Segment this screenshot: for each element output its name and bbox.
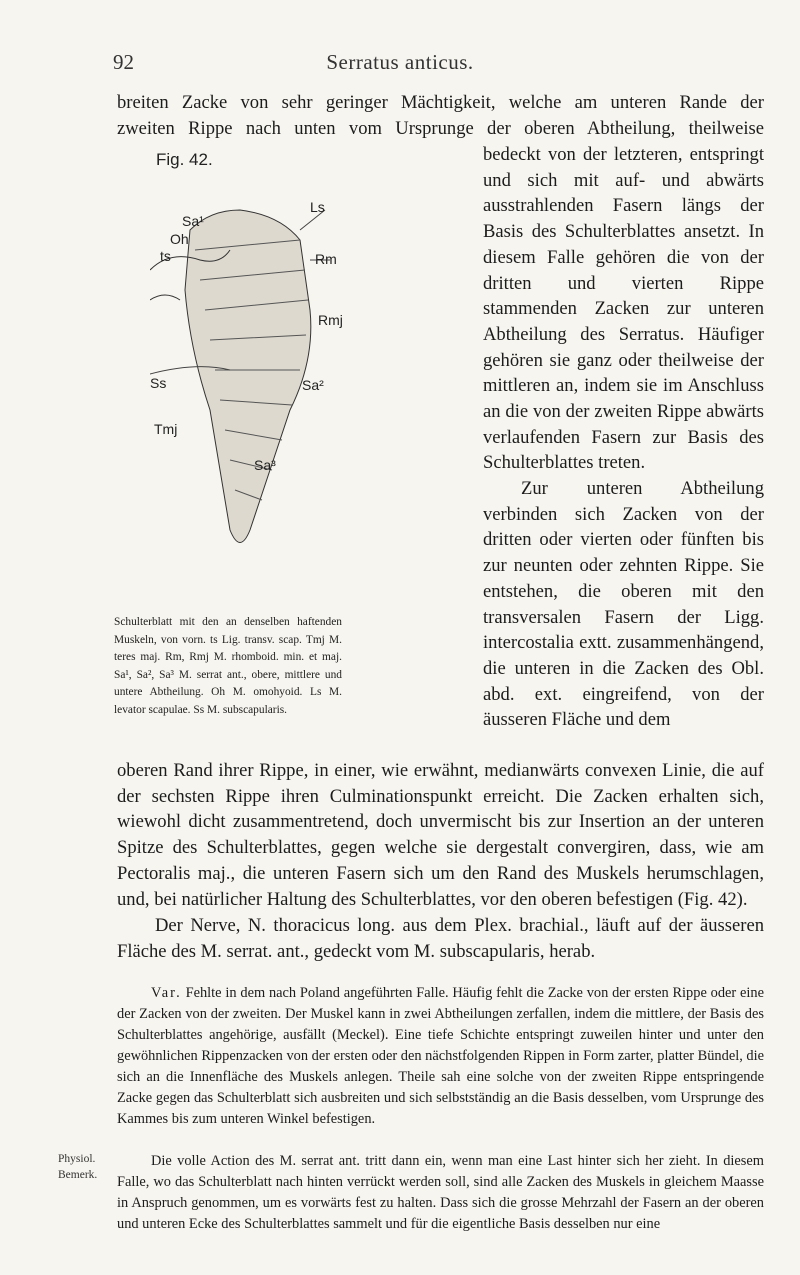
label-tmj: Tmj (154, 421, 178, 437)
margin-note-line: Physiol. (58, 1153, 96, 1165)
label-rm: Rm (315, 251, 337, 267)
label-sa1: Sa¹ (182, 213, 204, 229)
physiology-paragraph: Die volle Action des M. serrat ant. tritt dann ein, wenn man eine Last hinter sich her zieht. In diesem Falle, wo das Schulterblatt nach hinten verrückt werden soll, sind alle Zacken des Muskels in gleichem Maasse in Anspruch genommen, um es vorwärts fest zu halten. Dass sich die grosse Mehrzahl der Fasern an der oberen und unteren Ecke des Schulterblattes sammelt und für die eigentliche Basis desselben nur eine (117, 1153, 764, 1232)
figure-label: Fig. 42. (156, 150, 213, 169)
margin-note (58, 1151, 106, 1183)
page-number: 92 (113, 50, 134, 74)
variation-paragraph (117, 983, 764, 1130)
paragraph-line: breiten Zacke von sehr geringer Mächtigkeit, welche am unteren Rande der (117, 92, 764, 113)
label-ls: Ls (310, 199, 325, 215)
paragraph-full-width: oberen Rand ihrer Rippe, in einer, wie erwähnt, medianwärts convexen Linie, die auf der sechsten Rippe ihren Culminationspunkt erreicht. Die Zacken erhalten sich, wiewohl dicht zusammentretend, doch unvermischt bis zur Insertion an der unteren Spitze des Schulterblattes, gegen welche sie dergestalt convergiren, dass, wie am Pectoralis maj., die unteren Fasern sich um den Rand des Muskels herumschlagen, und, bei natürlicher Haltung des Schulterblattes, vor den oberen befestigen (Fig. 42). (117, 760, 764, 910)
label-sa3: Sa³ (254, 457, 276, 473)
label-oh: Oh (170, 231, 189, 247)
figure-caption: Schulterblatt mit den an denselben haftenden Muskeln, von vorn. ts Lig. transv. scap. Tmj M. teres maj. Rm, Rmj M. rhomboid. min. et maj. Sa¹, Sa², Sa³ M. serrat ant., obere, mittlere und untere Abtheilung. Oh M. omohyoid. Ls M. levator scapulae. Ss M. subscapularis. (114, 616, 342, 716)
variation-body: Fehlte in dem nach Poland angeführten Falle. Häufig fehlt die Zacke von der ersten Rippe oder eine der Zacken von der zweiten. Der Muskel kann in zwei Abtheilungen zerfallen, indem die mittlere, der Basis des Schulterblattes angehörige, ausfällt (Meckel). Eine tiefe Schichte entspringt zuweilen hinter und unter den gewöhnlichen Rippenzacken von der ersten oder den nächstfolgenden Rippen in Form zarter, platter Bündel, die sich an die Innenfläche des Muskels anlegen. Theile sah eine solche von der zweiten Rippe entspringende Zacke gegen das Schulterblatt sich ausbreiten und sich selbstständig an die Basis desselben, vom Ursprunge des Kammes bis zum unteren Winkel befestigen. (117, 985, 764, 1127)
paragraph-line: zweiten Rippe nach unten vom Ursprunge der oberen Abtheilung, theilweise (117, 118, 764, 139)
label-sa2: Sa² (302, 377, 324, 393)
variation-heading: Var. (151, 985, 182, 1001)
margin-note-line: Bemerk. (58, 1169, 98, 1181)
label-ss: Ss (150, 375, 167, 391)
label-rmj: Rmj (318, 312, 343, 328)
paragraph-nerve: Der Nerve, N. thoracicus long. aus dem Plex. brachial., läuft auf der äusseren Fläche des M. serrat. ant., gedeckt vom M. subscapularis, herab. (117, 915, 764, 962)
page-header (0, 50, 800, 80)
label-ts: ts (160, 248, 171, 264)
scapula-illustration (150, 170, 350, 580)
paragraph-right-column: bedeckt von der letzteren, entspringt und sich mit auf- und abwärts ausstrahlenden Fasern längs der Basis des Schulterblattes ansetzt. In diesem Falle gehören die von der dritten und vierten Rippe stammenden Zacken zur unteren Abtheilung des Serratus. Häufiger gehören sie ganz oder theilweise der mittleren an, indem sie im Anschluss an die von der zweiten Rippe abwärts verlaufenden Fasern zur Basis des Schulterblattes treten. (483, 144, 764, 474)
running-title: Serratus anticus. (326, 50, 474, 74)
paragraph-right-column-2: Zur unteren Abtheilung verbinden sich Zacken von der dritten oder vierten oder fünften bis zur neunten oder zehnten Rippe. Sie entstehen, die oberen mit den transversalen Fasern der Ligg. intercostalia extt. zusammenhängend, die unteren in die Zacken des Obl. abd. ext. eingreifend, von der äusseren Fläche und dem (483, 478, 764, 731)
